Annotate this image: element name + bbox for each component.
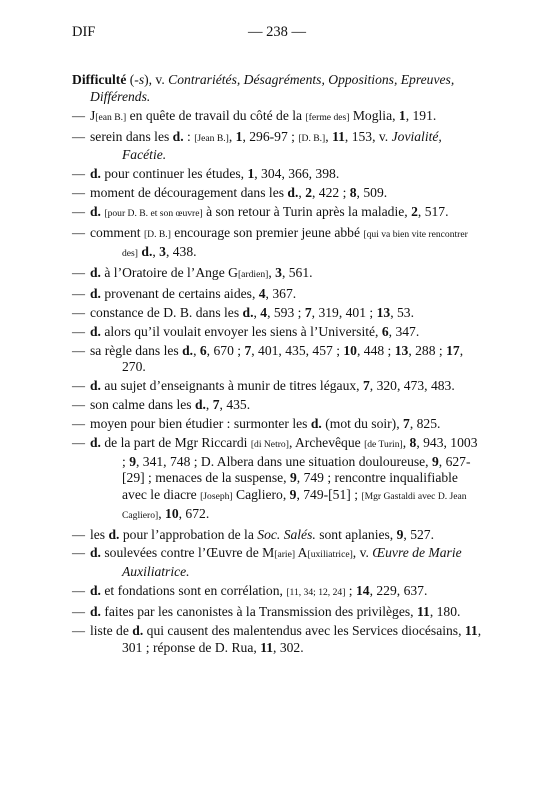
text-run: , xyxy=(268,264,276,280)
subentry xyxy=(72,286,484,303)
subentry-dash: — xyxy=(72,435,85,451)
subentry-text xyxy=(90,623,484,656)
bold-run: 1 xyxy=(247,166,255,182)
text-run: , xyxy=(325,128,333,144)
bracket-note: [ean B.] xyxy=(95,111,127,123)
text-run: , 943, 1003 ; xyxy=(122,435,478,469)
subentry-dash: — xyxy=(72,323,85,339)
running-head: DIF xyxy=(72,24,96,40)
text-run: pour l’approbation de la xyxy=(119,526,258,542)
subentry xyxy=(72,378,484,395)
bracket-note: [D. B.] xyxy=(143,229,171,241)
text-run: , 347. xyxy=(388,323,420,339)
text-run: à son retour à Turin après la maladie, xyxy=(202,204,412,220)
subentry-text xyxy=(90,343,484,376)
subentry-text xyxy=(90,129,484,164)
bold-run: 9 xyxy=(129,453,136,469)
text-run: ; xyxy=(345,583,356,599)
bold-run: 6 xyxy=(381,323,389,339)
text-run: à l’Oratoire de l’Ange G xyxy=(100,264,238,280)
italic-run: s xyxy=(138,72,145,87)
text-run: , 670 ; xyxy=(206,342,245,358)
bold-run: d. xyxy=(90,323,101,339)
subentry-text xyxy=(90,378,484,395)
text-run: J xyxy=(90,107,96,123)
subentry xyxy=(72,204,484,223)
text-run: , 672. xyxy=(178,505,210,521)
text-run: , xyxy=(253,304,261,320)
subentry-dash: — xyxy=(72,526,85,542)
bold-run: 11 xyxy=(416,604,430,620)
bold-run: 4 xyxy=(260,304,268,320)
text-run: , 301 ; réponse de D. Rua, xyxy=(122,623,482,655)
bold-run: 9 xyxy=(289,486,297,502)
text-run: , 367. xyxy=(265,285,297,301)
bold-run: 1 xyxy=(398,107,406,123)
bold-run: 11 xyxy=(464,623,478,639)
bracket-note: [arie] xyxy=(274,549,296,561)
text-run: : xyxy=(183,128,195,144)
text-run: moyen pour bien étudier : surmonter les xyxy=(90,416,311,432)
bold-run: d. xyxy=(90,604,101,620)
subentry-text xyxy=(90,416,484,433)
subentry xyxy=(72,545,484,580)
text-run: serein dans les xyxy=(90,128,173,144)
text-run: , 749-[51] ; xyxy=(296,486,362,502)
subentry xyxy=(72,583,484,602)
text-run: constance de D. B. dans les xyxy=(90,304,243,320)
bracket-note: [de Turin] xyxy=(364,439,403,451)
subentry-dash: — xyxy=(72,107,85,123)
text-run: , 180. xyxy=(429,604,461,620)
text-run: les xyxy=(90,526,109,542)
bold-run: 3 xyxy=(275,264,282,280)
text-run: , xyxy=(205,397,213,413)
subentry-dash: — xyxy=(72,416,85,432)
text-run: A xyxy=(295,545,308,561)
text-run: , 561. xyxy=(281,264,313,280)
subentry xyxy=(72,343,484,376)
text-run: , 517. xyxy=(417,204,449,220)
subentry-dash: — xyxy=(72,285,85,301)
bold-run: d. xyxy=(90,166,101,182)
text-run: , 320, 473, 483. xyxy=(369,378,455,394)
text-run: , Archevêque xyxy=(288,435,365,451)
subentry xyxy=(72,397,484,414)
text-run: (mot du soir), xyxy=(321,416,404,432)
bracket-note: [ferme des] xyxy=(305,111,350,123)
text-run: , 288 ; xyxy=(408,342,447,358)
bold-run: d. xyxy=(141,243,153,259)
bold-run: Difficulté xyxy=(72,72,127,87)
text-run: ), v. xyxy=(144,72,169,87)
subentry xyxy=(72,435,484,524)
bold-run: 7 xyxy=(212,397,220,413)
text-run: , 153, v. xyxy=(344,128,392,144)
text-run: , 401, 435, 457 ; xyxy=(251,342,344,358)
text-run: , 304, 366, 398. xyxy=(254,166,340,182)
text-run: Moglia, xyxy=(349,107,399,123)
text-run: , v. xyxy=(352,545,373,561)
text-run: , 509. xyxy=(356,185,388,201)
headword-text xyxy=(72,72,484,105)
text-run: , 229, 637. xyxy=(369,583,428,599)
bracket-note: [di Netro] xyxy=(250,439,289,451)
bold-run: 7 xyxy=(304,304,312,320)
subentry-dash: — xyxy=(72,378,85,394)
subentry-dash: — xyxy=(72,204,85,220)
italic-run: Œuvre de Marie Auxiliatrice. xyxy=(122,545,462,580)
text-run: alors qu’il voulait envoyer les siens à l’Université, xyxy=(100,323,382,339)
bold-run: 13 xyxy=(376,304,391,320)
bold-run: d. xyxy=(90,285,101,301)
text-run: , 435. xyxy=(219,397,251,413)
bold-run: d. xyxy=(90,583,101,599)
bold-run: d. xyxy=(287,185,299,201)
text-run: , 749 ; rencontre inqualifiable avec le diacre xyxy=(122,470,458,502)
text-run: son calme dans les xyxy=(90,397,195,413)
bold-run: 8 xyxy=(409,435,417,451)
bold-run: 11 xyxy=(260,639,274,655)
text-run: , 527. xyxy=(403,526,434,542)
bracket-note: [Joseph] xyxy=(200,490,233,502)
subentry-text xyxy=(90,166,484,183)
subentry-text xyxy=(90,545,484,580)
bold-run: 10 xyxy=(165,505,179,521)
text-run: , 53. xyxy=(390,304,414,320)
text-run: au sujet d’enseignants à munir de titres légaux, xyxy=(100,378,363,394)
subentry-dash: — xyxy=(72,304,85,320)
subentry-dash: — xyxy=(72,397,85,413)
text-run: faites par les canonistes à la Transmission des privilèges, xyxy=(100,604,417,620)
bold-run: 7 xyxy=(244,342,252,358)
bold-run: d. xyxy=(90,378,101,394)
subentry-text xyxy=(90,527,484,544)
subentry-dash: — xyxy=(72,128,85,144)
bold-run: d. xyxy=(182,342,194,358)
text-run: comment xyxy=(90,225,144,241)
subentry-dash: — xyxy=(72,166,85,182)
subentry-text xyxy=(90,397,484,414)
bold-run: d. xyxy=(90,264,101,280)
bold-run: 17 xyxy=(446,342,460,358)
bold-run: 11 xyxy=(332,128,345,144)
text-run: , xyxy=(152,243,160,259)
subentry-text xyxy=(90,265,484,284)
bold-run: d. xyxy=(90,204,101,220)
subentry-text xyxy=(90,604,484,621)
subentry xyxy=(72,185,484,202)
text-run: pour continuer les études, xyxy=(100,166,248,182)
text-run: sont aplanies, xyxy=(315,526,397,542)
text-run: , 341, 748 ; D. Albera dans une situation douloureuse, xyxy=(135,453,432,469)
bold-run: 13 xyxy=(394,342,409,358)
text-run: , 422 ; xyxy=(311,185,350,201)
bold-run: d. xyxy=(310,416,322,432)
text-run: , xyxy=(402,435,410,451)
subentry-text xyxy=(90,583,484,602)
subentry xyxy=(72,324,484,341)
bold-run: d. xyxy=(172,128,184,144)
text-run: sa règle dans les xyxy=(90,342,183,358)
bracket-note: [uxiliatrice] xyxy=(307,549,353,561)
page-header xyxy=(72,24,482,42)
italic-run: Jovialité, Facétie. xyxy=(122,128,442,163)
subentry-dash: — xyxy=(72,604,85,620)
subentry xyxy=(72,108,484,127)
text-run: , xyxy=(298,185,306,201)
subentry xyxy=(72,416,484,433)
text-run: , 448 ; xyxy=(356,342,395,358)
italic-run: Soc. Salés. xyxy=(257,526,316,542)
bold-run: 1 xyxy=(235,128,243,144)
text-run: , 438. xyxy=(165,243,197,259)
bracket-note: [pour D. B. et son œuvre] xyxy=(104,208,203,220)
index-entries xyxy=(72,72,484,659)
subentry xyxy=(72,166,484,183)
text-run: , 825. xyxy=(409,416,441,432)
text-run: moment de découragement dans les xyxy=(90,185,288,201)
text-run: soulevées contre l’Œuvre de M xyxy=(100,545,275,561)
subentry xyxy=(72,265,484,284)
text-run: , 302. xyxy=(273,639,304,655)
subentry xyxy=(72,305,484,322)
bold-run: 7 xyxy=(362,378,370,394)
bold-run: 2 xyxy=(411,204,418,220)
text-run: en quête de travail du côté de la xyxy=(126,107,306,123)
text-run: , 270. xyxy=(122,342,464,375)
text-run: provenant de certains aides, xyxy=(100,285,259,301)
bold-run: 7 xyxy=(403,416,410,432)
text-run: Cagliero, xyxy=(232,486,290,502)
bold-run: 9 xyxy=(396,526,404,542)
bold-run: 14 xyxy=(355,583,370,599)
bold-run: 10 xyxy=(343,342,357,358)
bold-run: 3 xyxy=(159,243,166,259)
bold-run: 9 xyxy=(289,470,297,486)
bracket-note: [11, 34; 12, 24] xyxy=(286,587,346,599)
subentry-text xyxy=(90,435,484,524)
subentry-dash: — xyxy=(72,583,85,599)
bold-run: d. xyxy=(194,397,206,413)
text-run: , 627-[29] ; menaces de la suspense, xyxy=(122,453,471,486)
bracket-note: [D. B.] xyxy=(298,132,326,144)
subentry-dash: — xyxy=(72,342,85,358)
text-run: , 296-97 ; xyxy=(242,128,299,144)
subentry xyxy=(72,225,484,262)
bold-run: 6 xyxy=(199,342,207,358)
italic-run: Contrariétés, Désagréments, Oppositions, Epreuves, Différends. xyxy=(90,72,455,104)
bracket-note: [ardien] xyxy=(237,268,269,280)
bracket-note: [Jean B.] xyxy=(194,132,229,144)
text-run: , xyxy=(193,342,200,358)
subentry-text xyxy=(90,225,484,262)
text-run: , 319, 401 ; xyxy=(311,304,377,320)
page-number: — 238 — xyxy=(248,24,306,40)
subentry xyxy=(72,604,484,621)
text-run: de la part de Mgr Riccardi xyxy=(100,435,251,451)
subentry-text xyxy=(90,185,484,202)
text-run: , xyxy=(158,505,166,521)
subentry-dash: — xyxy=(72,185,85,201)
subentry xyxy=(72,527,484,544)
subentry-text xyxy=(90,108,484,127)
bold-run: d. xyxy=(242,304,254,320)
subentry-text xyxy=(90,204,484,223)
bold-run: 9 xyxy=(431,453,439,469)
bold-run: d. xyxy=(90,435,101,451)
subentry-text xyxy=(90,324,484,341)
bold-run: d. xyxy=(132,623,144,639)
bold-run: d. xyxy=(108,526,120,542)
subentry xyxy=(72,623,484,656)
subentry-dash: — xyxy=(72,623,85,639)
text-run: encourage son premier jeune abbé xyxy=(170,225,364,241)
bold-run: 2 xyxy=(305,185,312,201)
subentry-dash: — xyxy=(72,545,85,561)
subentry-text xyxy=(90,305,484,322)
subentry-dash: — xyxy=(72,264,85,280)
text-run: , 191. xyxy=(405,107,437,123)
text-run: qui causent des malentendus avec les Services diocésains, xyxy=(143,623,465,639)
subentry xyxy=(72,129,484,164)
text-run: , 593 ; xyxy=(267,304,305,320)
text-run: (- xyxy=(126,72,139,87)
bracket-note: [qui va bien vite rencontrer des] xyxy=(122,229,468,259)
bold-run: 8 xyxy=(349,185,357,201)
bold-run: 4 xyxy=(258,285,266,301)
text-run: liste de xyxy=(90,623,133,639)
bracket-note: [Mgr Gastaldi avec D. Jean Cagliero] xyxy=(122,490,467,521)
text-run: , xyxy=(228,128,236,144)
bold-run: d. xyxy=(90,545,101,561)
subentry-dash: — xyxy=(72,225,85,241)
headword-entry xyxy=(72,72,484,105)
text-run: et fondations sont en corrélation, xyxy=(100,583,287,599)
subentry-text xyxy=(90,286,484,303)
